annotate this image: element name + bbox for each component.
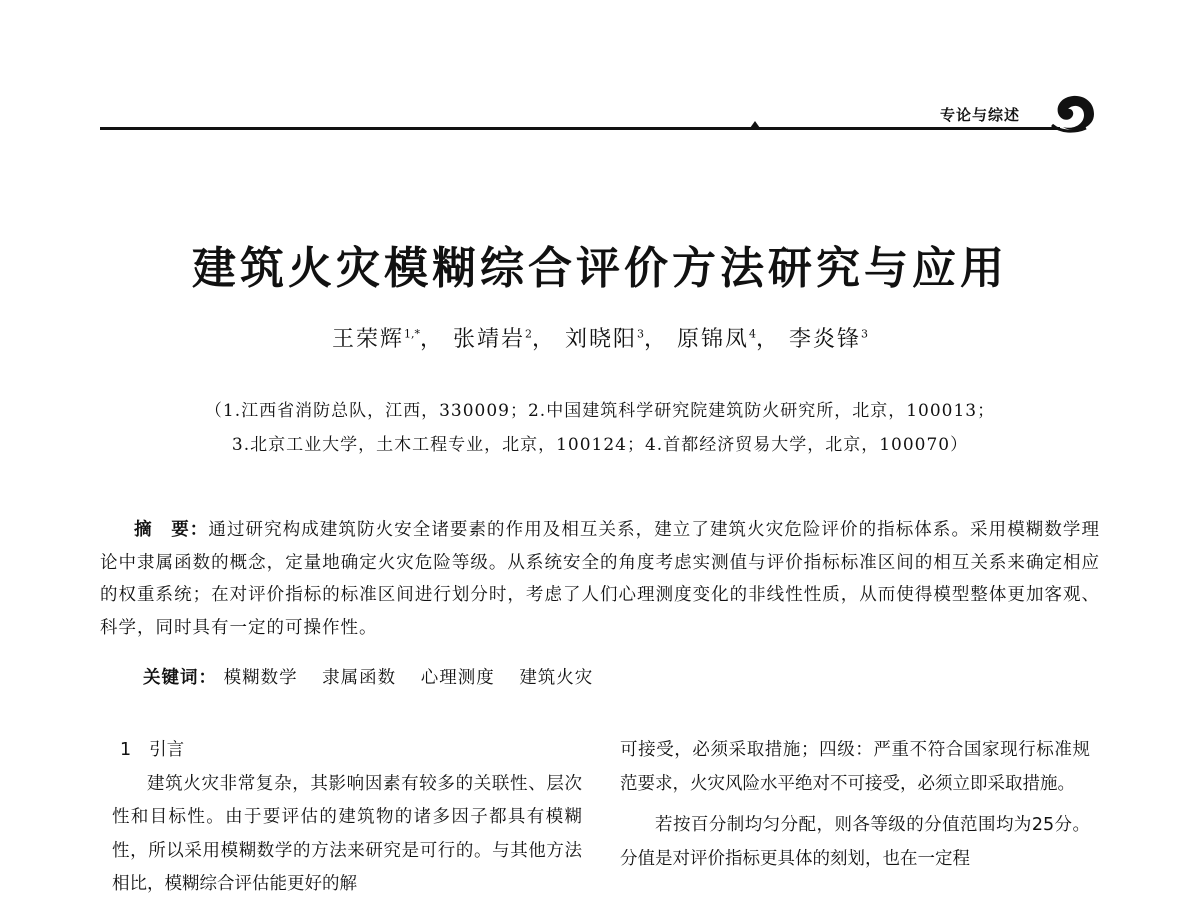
- author-name: 李炎锋: [789, 327, 862, 352]
- right-column: [620, 734, 1090, 876]
- abstract-label: 摘 要：: [134, 520, 209, 540]
- author-affil-mark: 3: [861, 327, 869, 341]
- abstract: [100, 514, 1100, 644]
- paper-title: 建筑火灾模糊综合评价方法研究与应用: [192, 243, 1008, 294]
- section-heading: [112, 734, 582, 768]
- swirl-logo-icon: [1050, 92, 1100, 134]
- affiliation-line-1: （1.江西省消防总队，江西，330009；2.中国建筑科学研究院建筑防火研究所，北京，100013；: [204, 401, 996, 421]
- abstract-text: 通过研究构成建筑防火安全诸要素的作用及相互关系，建立了建筑火灾危险评价的指标体系。采用模糊数学理论中隶属函数的概念，定量地确定火灾危险等级。从系统安全的角度考虑实测值与评价指标标准区间的相互关系来确定相应的权重系统；在对评价指标的标准区间进行划分时，考虑了人们心理测度变化的非线性性质，从而使得模型整体更加客观、科学，同时具有一定的可操作性。: [100, 520, 1101, 638]
- keywords-label: 关键词：: [143, 668, 217, 688]
- author-affil-mark: 1,*: [403, 327, 420, 341]
- keyword: 模糊数学: [223, 668, 298, 688]
- section-label: 专论与综述: [940, 106, 1021, 124]
- section-title: 引言: [149, 740, 185, 760]
- author-name: 张靖岩: [452, 327, 525, 352]
- header-rule-marker: [750, 121, 760, 128]
- body-paragraph: 可接受，必须采取措施；四级：严重不符合国家现行标准规范要求，火灾风险水平绝对不可接受，必须立即采取措施。: [620, 740, 1090, 794]
- body-paragraph: 若按百分制均匀分配，则各等级的分值范围均为25分。分值是对评价指标更具体的刻划，也在一定程: [620, 815, 1090, 869]
- keywords: [143, 664, 1043, 689]
- author-list: 王荣辉$^{1,*}$， 张靖岩$^2$， 刘晓阳$^3$， 原锦凤$^4$， 李炎锋$^3$: [331, 327, 869, 352]
- keyword: 心理测度: [420, 668, 495, 688]
- section-number: 1: [120, 740, 132, 760]
- header-rule: [100, 127, 1060, 130]
- author-affil-mark: 3: [637, 327, 644, 341]
- author-name: 刘晓阳: [564, 327, 637, 352]
- author-affil-mark: 2: [524, 327, 532, 341]
- left-column: [112, 734, 582, 902]
- author-affil-mark: 4: [749, 327, 757, 341]
- author-name: 王荣辉: [331, 327, 404, 352]
- body-paragraph: 建筑火灾非常复杂，其影响因素有较多的关联性、层次性和目标性。由于要评估的建筑物的诸多因子都具有模糊性，所以采用模糊数学的方法来研究是可行的。与其他方法相比，模糊综合评估能更好的解: [112, 773, 582, 894]
- affiliation-line-2: 3.北京工业大学，土木工程专业，北京，100124；4.首都经济贸易大学，北京，100070）: [231, 435, 969, 455]
- keyword: 隶属函数: [322, 668, 397, 688]
- keyword: 建筑火灾: [519, 668, 594, 688]
- author-name: 原锦凤: [677, 327, 750, 352]
